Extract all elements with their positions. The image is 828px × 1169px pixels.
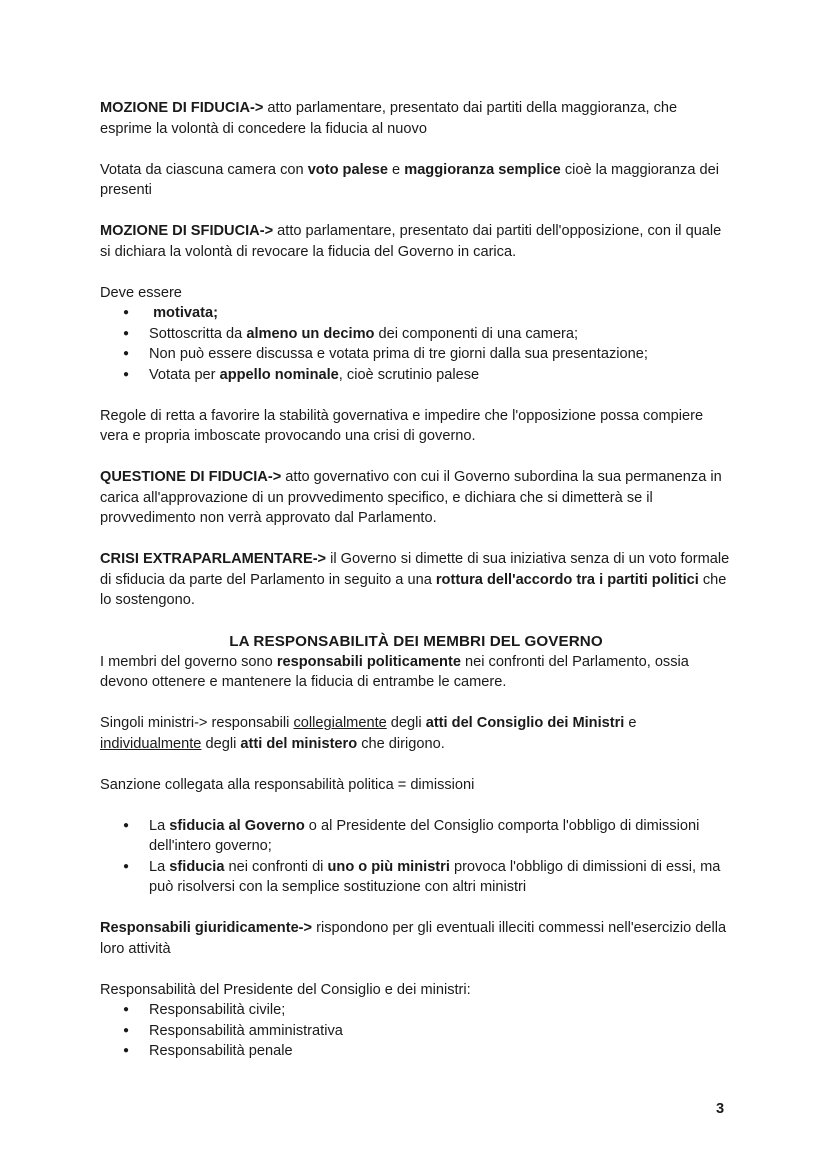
bold-text: rottura dell'accordo tra i partiti politici xyxy=(435,571,699,588)
term-responsabili-giuridicamente: Responsabili giuridicamente-> xyxy=(100,920,313,936)
paragraph-mozione-fiducia xyxy=(100,98,732,139)
underlined-text: collegialmente xyxy=(293,715,387,731)
bold-text: maggioranza semplice xyxy=(404,161,561,178)
text: degli xyxy=(386,715,426,731)
paragraph-votata xyxy=(100,160,732,201)
paragraph-regole: Regole di retta a favorire la stabilità governativa e impedire che l'opposizione possa compiere vera e propria imboscate provocando una crisi di governo. xyxy=(100,407,704,444)
bold-text: sfiducia xyxy=(169,858,225,875)
bold-text: sfiducia al Governo xyxy=(169,817,305,834)
bold-text: motivata; xyxy=(153,305,218,321)
text: nei confronti di xyxy=(224,858,328,875)
text: La xyxy=(149,817,170,834)
text: Sottoscritta da xyxy=(149,325,247,342)
text: Votata da ciascuna camera con xyxy=(100,161,308,178)
requirements-list xyxy=(100,303,732,385)
text: che dirigono. xyxy=(357,735,445,752)
text: il Governo si dimette di sua iniziativa senza di un voto formale di sfiducia da parte del Parlamento in seguito a una xyxy=(100,551,730,588)
text: atto parlamentare, presentato dai partiti della maggioranza, che esprime la volontà di concedere la fiducia al nuovo xyxy=(100,100,678,137)
text: atto parlamentare, presentato dai partiti dell'opposizione, con il quale si dichiara la volontà di revocare la fiducia del Governo in carica. xyxy=(100,223,722,260)
bold-text: voto palese xyxy=(307,161,388,178)
list-item xyxy=(100,857,732,898)
text: Votata per xyxy=(149,366,220,383)
bold-text: uno o più ministri xyxy=(327,858,450,875)
paragraph-mozione-sfiducia xyxy=(100,221,732,262)
term-mozione-fiducia: MOZIONE DI FIDUCIA-> xyxy=(100,100,264,116)
paragraph-membri xyxy=(100,652,732,693)
text: che lo sostengono. xyxy=(100,571,727,608)
bold-text: almeno un decimo xyxy=(246,325,375,342)
list-item xyxy=(100,365,732,386)
list-item xyxy=(100,816,732,857)
bold-text: appello nominale xyxy=(219,366,339,383)
text: dei componenti di una camera; xyxy=(374,325,579,342)
text: , cioè scrutinio palese xyxy=(338,366,480,383)
bold-text: atti del Consiglio dei Ministri xyxy=(425,715,625,731)
paragraph-singoli-ministri xyxy=(100,713,732,754)
paragraph-responsabilita-presidente: Responsabilità del Presidente del Consiglio e dei ministri: xyxy=(100,981,471,998)
paragraph-questione-fiducia xyxy=(100,467,732,529)
list-item: ● Responsabilità civile; xyxy=(100,1000,732,1021)
paragraph-responsabili-giuridicamente xyxy=(100,918,732,959)
term-questione-fiducia: QUESTIONE DI FIDUCIA-> xyxy=(100,469,282,485)
list-item: ● Responsabilità penale xyxy=(100,1041,732,1062)
term-mozione-sfiducia: MOZIONE DI SFIDUCIA-> xyxy=(100,223,274,239)
sanction-list xyxy=(100,816,732,898)
paragraph-deve-essere: Deve essere xyxy=(100,284,182,301)
underlined-text: individualmente xyxy=(100,735,202,752)
text: Non può essere discussa e votata prima di tre giorni dalla sua presentazione; xyxy=(149,346,648,362)
bold-text: responsabili politicamente xyxy=(276,653,461,670)
text: Singoli ministri-> responsabili xyxy=(100,715,294,731)
list-item: ● Responsabilità amministrativa xyxy=(100,1021,732,1042)
text: I membri del governo sono xyxy=(100,653,277,670)
text: rispondono per gli eventuali illeciti commessi nell'esercizio della loro attività xyxy=(100,920,727,957)
paragraph-sanzione: Sanzione collegata alla responsabilità politica = dimissioni xyxy=(100,776,475,793)
paragraph-crisi-extraparlamentare xyxy=(100,549,732,611)
text: e xyxy=(624,715,637,731)
list-item xyxy=(100,324,732,345)
text: provoca l'obbligo di dimissioni di essi, ma può risolversi con la semplice sostituzione con altri ministri xyxy=(149,858,721,895)
text: nei confronti del Parlamento, ossia devono ottenere e mantenere la fiducia di entrambe le camere. xyxy=(100,653,689,690)
text: e xyxy=(387,161,405,178)
term-crisi-extraparlamentare: CRISI EXTRAPARLAMENTARE-> xyxy=(100,551,327,567)
page-content xyxy=(100,98,732,1062)
text: atto governativo con cui il Governo subordina la sua permanenza in carica all'approvazione di un provvedimento specifico, e dichiara che si dimetterà se il provvedimento non verrà approvato dal Parlamento. xyxy=(100,469,722,526)
text: La xyxy=(149,858,170,875)
responsibility-list xyxy=(100,1000,732,1062)
text: o al Presidente del Consiglio comporta l'obbligo di dimissioni dell'intero governo; xyxy=(149,817,700,854)
section-heading: LA RESPONSABILITÀ DEI MEMBRI DEL GOVERNO xyxy=(229,632,603,650)
text: cioè la maggioranza dei presenti xyxy=(100,161,719,198)
bold-text: atti del ministero xyxy=(240,735,358,752)
list-item xyxy=(100,303,732,324)
text: degli xyxy=(201,735,241,752)
page-number: 3 xyxy=(716,1101,725,1117)
list-item xyxy=(100,344,732,365)
